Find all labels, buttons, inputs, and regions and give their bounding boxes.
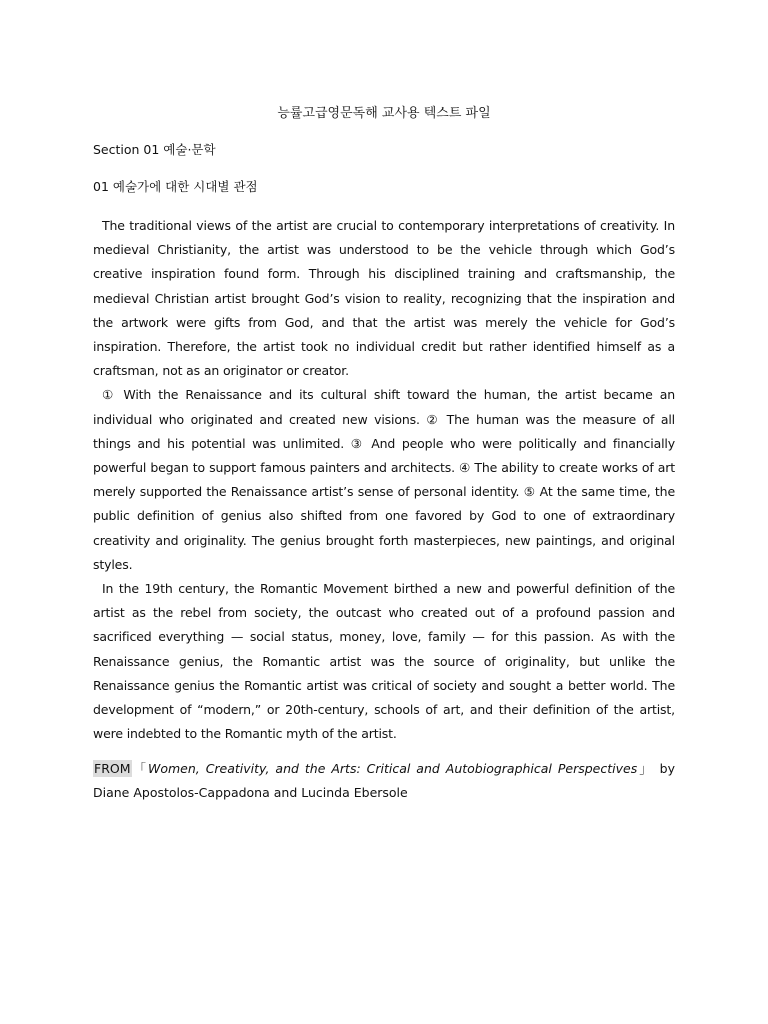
paragraph-2: ① With the Renaissance and its cultural shift toward the human, the artist became an individual who originated and created new visions. ② The human was the measure of all things and his potential was unlimited. ③ And people who were politically and financially powerful began to support famous painters and architects. ④ The ability to create works of art merely supported the Renaissance artist’s sense of personal identity. ⑤ At the same time, the public definition of genius also shifted from one favored by God to one of extraordinary creativity and originality. The genius brought forth masterpieces, new paintings, and original styles. xyxy=(93,387,675,572)
close-bracket: 」 xyxy=(637,761,654,776)
paragraph-1: The traditional views of the artist are crucial to contemporary interpretations of creativity. In medieval Christianity, the artist was understood to be the vehicle through which God’s creative inspiration found form. Through his disciplined training and craftsmanship, the medieval Christian artist brought God’s vision to reality, recognizing that the inspiration and the artwork were gifts from God, and that the artist was merely the vehicle for God’s inspiration. Therefore, the artist took no individual credit but rather identified himself as a craftsman, not as an originator or creator. xyxy=(93,218,675,379)
article-subheading: 01 예술가에 대한 시대별 관점 xyxy=(93,179,258,194)
book-title: Women, Creativity, and the Arts: Critical and Autobiographical Perspectives xyxy=(147,761,638,776)
section-heading: Section 01 예술·문학 xyxy=(93,142,216,157)
article-body xyxy=(93,214,675,746)
source-citation xyxy=(93,757,675,805)
document-page xyxy=(93,0,675,1024)
document-title: 능률고급영문독해 교사용 텍스트 파일 xyxy=(277,106,491,121)
open-bracket: 「 xyxy=(131,761,148,776)
from-label: FROM xyxy=(94,761,131,776)
paragraph-3: In the 19th century, the Romantic Movement birthed a new and powerful definition of the artist as the rebel from society, the outcast who created out of a profound passion and sacrificed everything — social status, money, love, family — for this passion. As with the Renaissance genius, the Romantic artist was the source of originality, but unlike the Renaissance genius the Romantic artist was critical of society and sought a better world. The development of “modern,” or 20th-century, schools of art, and their definition of the artist, were indebted to the Romantic myth of the artist. xyxy=(93,581,675,742)
source-authors: by Diane Apostolos-Cappadona and Lucinda Ebersole xyxy=(93,761,675,800)
